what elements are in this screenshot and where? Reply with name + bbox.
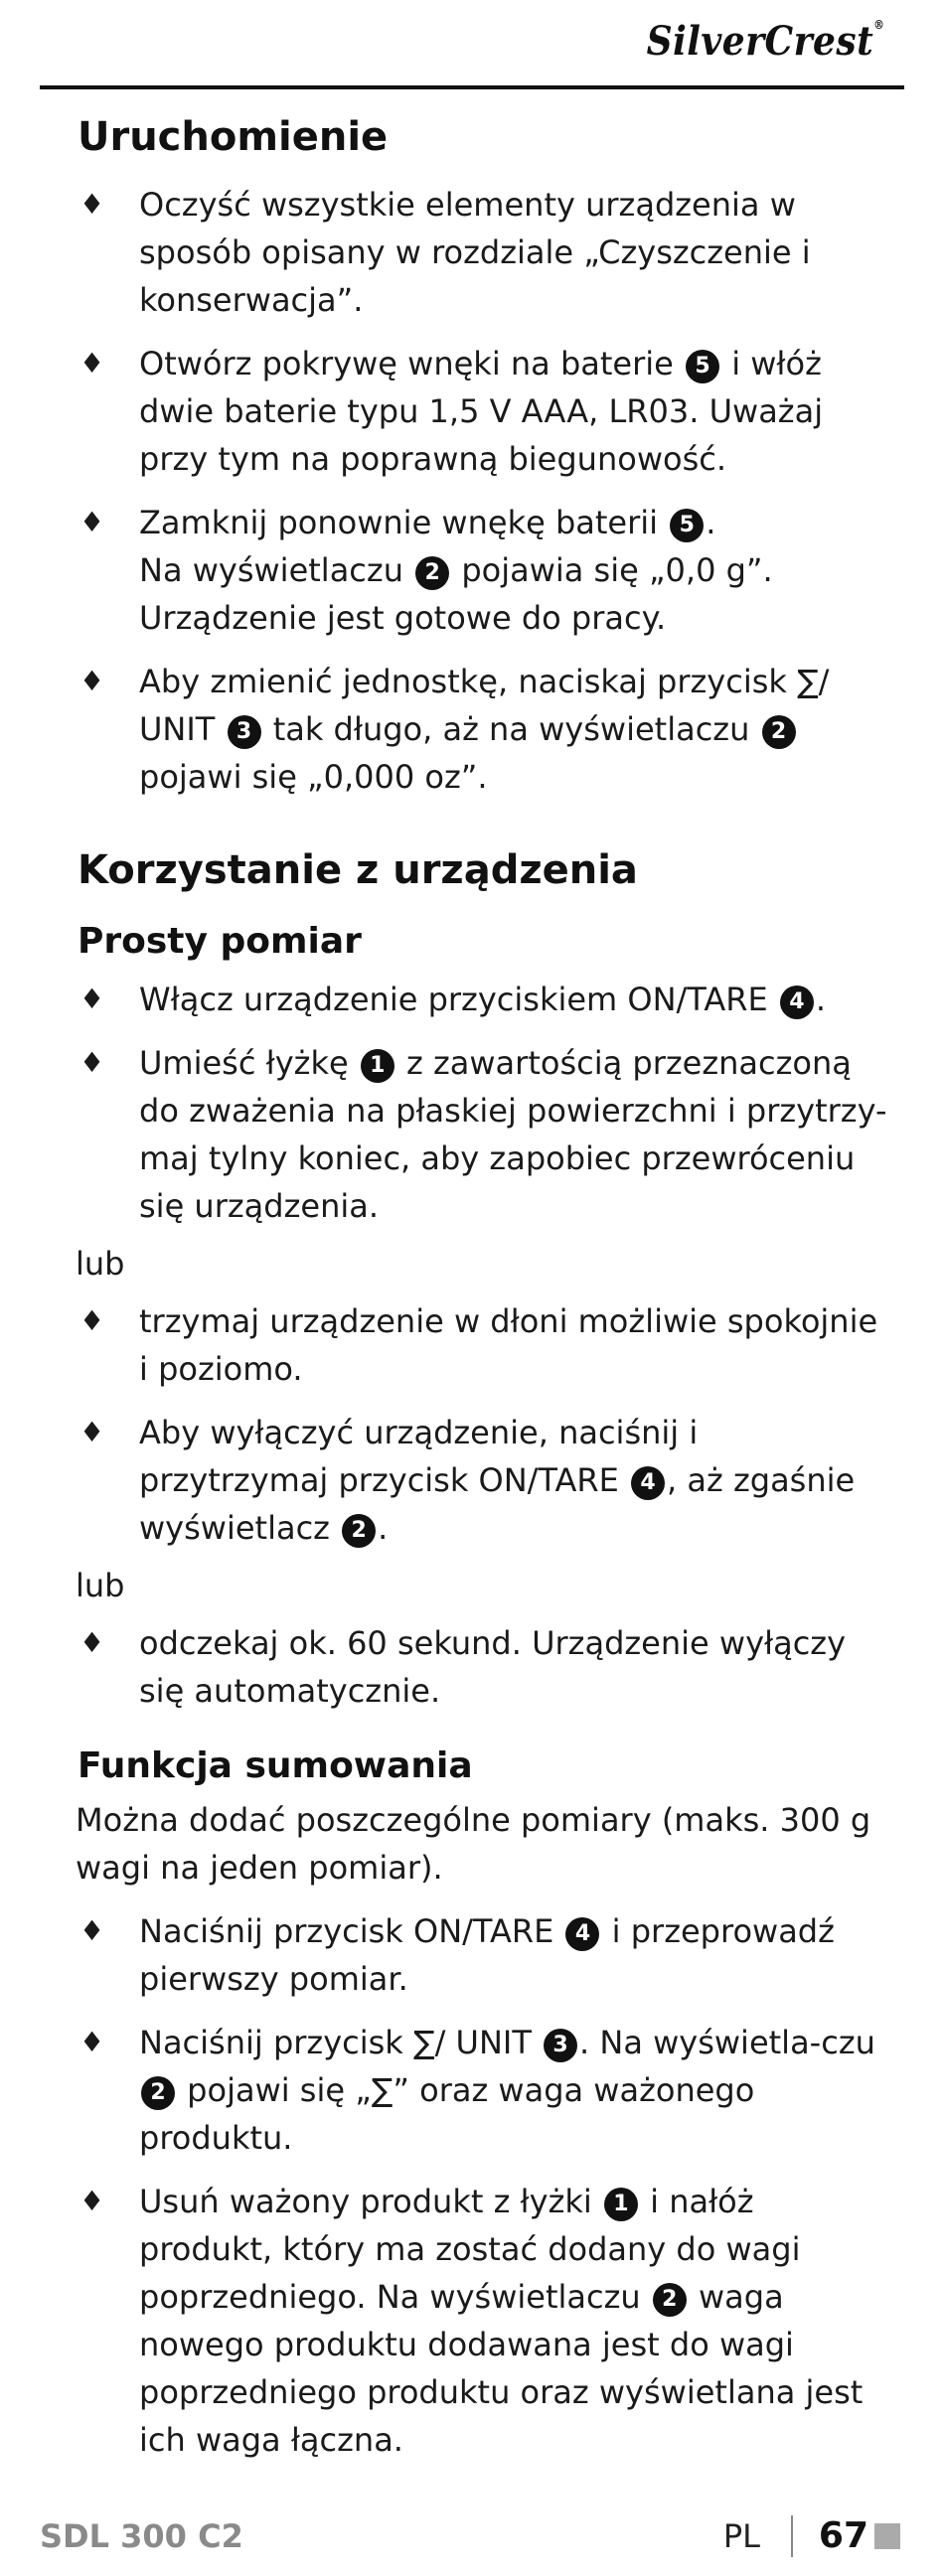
item-text: Oczyść wszystkie elementy urządzenia w sposób opisany w rozdziale „Czyszczenie i konserwacja”.	[139, 186, 811, 319]
diamond-bullet-icon: ♦	[79, 347, 105, 379]
item-text: .	[706, 504, 716, 541]
item-text: tak długo, aż na wyświetlaczu	[262, 710, 760, 748]
diamond-bullet-icon: ♦	[79, 1046, 105, 1079]
model-number: SDL 300 C2	[40, 2517, 243, 2555]
item-text: i przeprowadź pierwszy pomiar.	[139, 1912, 835, 1998]
callout-badge: 4	[631, 1466, 665, 1500]
item-text: Umieść łyżkę	[139, 1044, 359, 1082]
diamond-bullet-icon: ♦	[79, 1416, 105, 1448]
callout-badge: 3	[228, 715, 261, 749]
item-text: pojawi się „0,000 oz”.	[139, 758, 488, 796]
item-text: .	[378, 1509, 389, 1547]
diamond-bullet-icon: ♦	[79, 506, 105, 538]
callout-badge: 2	[141, 2076, 175, 2110]
item-text: . Na wyświetla-czu	[579, 2024, 875, 2061]
list-item	[78, 1297, 892, 1393]
diamond-bullet-icon: ♦	[79, 665, 105, 697]
page-header	[40, 0, 904, 89]
item-text: Włącz urządzenie przyciskiem ON/TARE	[139, 981, 778, 1018]
diamond-bullet-icon: ♦	[79, 188, 105, 221]
item-text: waga nowego produktu dodawana jest do wagi poprzedniego produktu oraz wyświetlana jest ich waga łączna.	[139, 2278, 864, 2459]
callout-badge: 4	[565, 1917, 599, 1951]
list-item	[78, 1409, 892, 1552]
list-item	[78, 499, 892, 642]
item-text: z zawartością przeznaczoną do zważenia na płaskiej powierzchni i przytrzy-maj tylny koniec, aby zapobiec przewróceniu się urządzenia.	[139, 1044, 887, 1225]
list-item	[78, 976, 892, 1023]
callout-badge: 5	[670, 509, 704, 542]
callout-badge: 5	[686, 350, 719, 383]
list-item	[78, 181, 892, 324]
startup-list	[78, 181, 892, 801]
item-text: i nałóż produkt, który ma zostać dodany do wagi poprzedniego. Na wyświetlaczu	[139, 2183, 801, 2316]
diamond-bullet-icon: ♦	[79, 2185, 105, 2217]
diamond-bullet-icon: ♦	[79, 1304, 105, 1337]
diamond-bullet-icon: ♦	[79, 2026, 105, 2058]
callout-badge: 2	[415, 556, 449, 590]
simple-list-2	[78, 1297, 892, 1552]
page-content	[78, 113, 892, 2464]
callout-badge: 2	[653, 2283, 687, 2317]
brand-logo	[646, 18, 884, 65]
list-item	[78, 2019, 892, 2162]
item-text: Na wyświetlaczu	[139, 551, 414, 589]
list-item	[78, 658, 892, 801]
section-title-startup: Uruchomienie	[78, 114, 389, 160]
simple-list-1	[78, 976, 892, 1230]
list-item	[78, 1039, 892, 1230]
item-text: Naciśnij przycisk ON/TARE	[139, 1912, 564, 1950]
callout-badge: 1	[361, 1049, 394, 1083]
callout-badge: 2	[342, 1514, 376, 1548]
page-number: 67	[818, 2515, 868, 2556]
subsection-title-sum: Funkcja sumowania	[78, 1745, 473, 1786]
list-item	[78, 1619, 892, 1715]
item-text: pojawia się „0,0 g”. Urządzenie jest gotowe do pracy.	[139, 551, 773, 637]
item-text: Aby wyłączyć urządzenie, naciśnij i przytrzymaj przycisk ON/TARE	[139, 1414, 699, 1499]
page-footer	[40, 2513, 904, 2563]
registered-mark: ®	[872, 18, 884, 32]
callout-badge: 3	[544, 2029, 577, 2062]
callout-badge: 1	[604, 2188, 638, 2221]
list-item	[78, 340, 892, 483]
square-marker-icon	[874, 2523, 900, 2549]
section-title-use: Korzystanie z urządzenia	[78, 847, 638, 893]
or-text: lub	[76, 1567, 125, 1604]
sum-list	[78, 1907, 892, 2464]
item-text: .	[815, 981, 827, 1018]
footer-divider	[791, 2515, 793, 2557]
item-text: pojawi się „∑” oraz waga ważonego produktu.	[139, 2071, 755, 2157]
language-code: PL	[722, 2517, 760, 2555]
item-text: Otwórz pokrywę wnęki na baterie	[139, 345, 685, 382]
sum-intro: Można dodać poszczególne pomiary (maks. 300 g wagi na jeden pomiar).	[76, 1801, 871, 1887]
item-text: Naciśnij przycisk ∑/ UNIT	[139, 2024, 543, 2061]
item-text: odczekaj ok. 60 sekund. Urządzenie wyłączy się automatycznie.	[139, 1624, 847, 1710]
subsection-title-simple: Prosty pomiar	[78, 921, 362, 962]
callout-badge: 2	[762, 715, 796, 749]
item-text: trzymaj urządzenie w dłoni możliwie spokojnie i poziomo.	[139, 1302, 878, 1388]
diamond-bullet-icon: ♦	[79, 1914, 105, 1947]
item-text: Aby zmienić jednostkę, naciskaj przycisk ∑/ UNIT	[139, 663, 830, 748]
diamond-bullet-icon: ♦	[79, 983, 105, 1015]
item-text: Usuń ważony produkt z łyżki	[139, 2183, 602, 2220]
item-text: , aż zgaśnie wyświetlacz	[139, 1461, 856, 1547]
or-text: lub	[76, 1245, 125, 1283]
item-text: i włóż dwie baterie typu 1,5 V AAA, LR03. Uważaj przy tym na poprawną biegunowość.	[139, 345, 824, 478]
list-item	[78, 2178, 892, 2464]
diamond-bullet-icon: ♦	[79, 1626, 105, 1659]
simple-list-3	[78, 1619, 892, 1715]
callout-badge: 4	[780, 985, 814, 1019]
list-item	[78, 1907, 892, 2003]
brand-name: SilverCrest	[646, 18, 873, 65]
item-text: Zamknij ponownie wnękę baterii	[139, 504, 669, 541]
